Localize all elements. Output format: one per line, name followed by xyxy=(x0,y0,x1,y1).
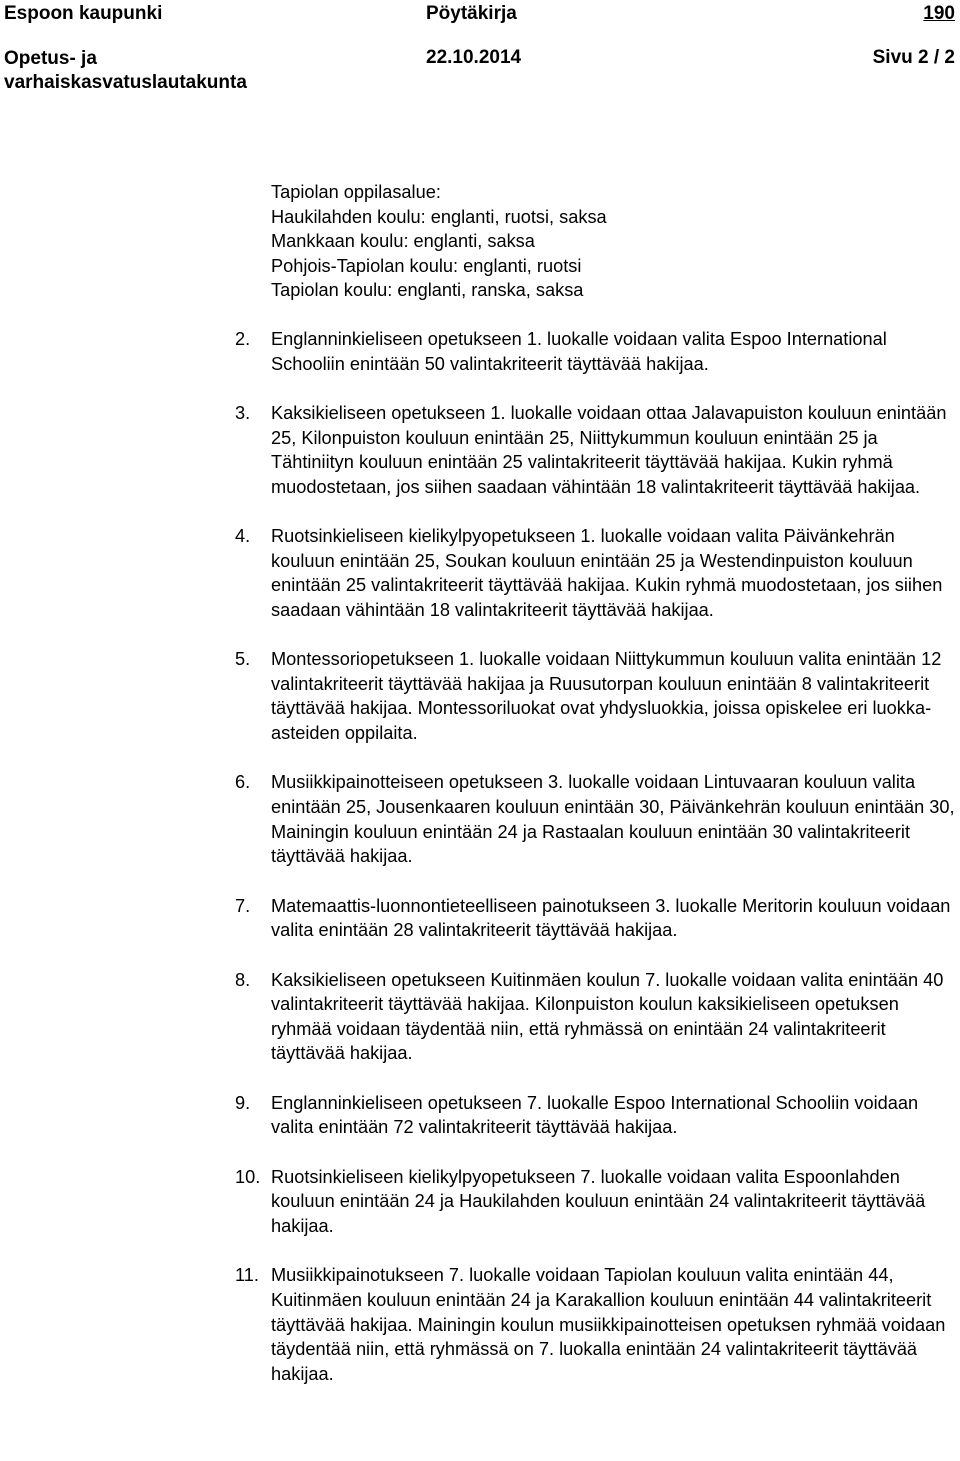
item-text: Ruotsinkieliseen kielikylpyopetukseen 7. luokalle voidaan valita Espoonlahden kouluun enintään 24 ja Haukilahden kouluun enintään 24 valintakriteerit täyttävää hakijaa. xyxy=(271,1166,926,1236)
item-number: 3. xyxy=(235,402,251,423)
intro-line: Tapiolan oppilasalue: xyxy=(271,182,441,202)
list-item xyxy=(235,1165,960,1239)
intro-line: Pohjois-Tapiolan koulu: englanti, ruotsi xyxy=(271,255,582,276)
item-number: 4. xyxy=(235,526,251,547)
item-text: Matemaattis-luonnontieteelliseen painotukseen 3. luokalle Meritorin kouluun voidaan valita enintään 28 valintakriteerit täyttävää hakijaa. xyxy=(271,895,951,941)
document-header xyxy=(0,0,960,93)
item-number: 6. xyxy=(235,772,251,793)
item-number: 8. xyxy=(235,969,251,990)
item-text: Englanninkieliseen opetukseen 1. luokalle voidaan valita Espoo International Schooliin enintään 50 valintakriteerit täyttävää hakijaa. xyxy=(271,328,887,374)
intro-line: Mankkaan koulu: englanti, saksa xyxy=(271,231,535,252)
list-item xyxy=(235,770,960,868)
list-item xyxy=(235,894,960,943)
item-number: 5. xyxy=(235,649,251,670)
item-number: 7. xyxy=(235,895,251,916)
item-text: Englanninkieliseen opetukseen 7. luokalle Espoo International Schooliin voidaan valita enintään 72 valintakriteerit täyttävää hakijaa. xyxy=(271,1092,919,1138)
list-item xyxy=(235,327,960,376)
organization-name: Espoon kaupunki xyxy=(4,3,163,24)
item-text: Musiikkipainotukseen 7. luokalle voidaan Tapiolan kouluun valita enintään 44, Kuitinmäen kouluun enintään 24 ja Karakallion kouluun enintään 44 valintakriteerit täyttävää hakijaa. Mainingin koulun musiikkipainotteisen opetuksen ryhmää voidaan täydentää niin, että ryhmässä on 7. luokalla enintään 24 valintakriteerit täyttävää hakijaa. xyxy=(271,1265,946,1384)
item-number: 9. xyxy=(235,1092,251,1113)
item-text: Montessoriopetukseen 1. luokalle voidaan Niittykummun kouluun valita enintään 12 valintakriteerit täyttävää hakijaa ja Ruusutorpan kouluun enintään 8 valintakriteerit täyttävää hakijaa. Montessoriluokat ovat yhdysluokkia, joissa opiskelee eri luokka-asteiden oppilaita. xyxy=(271,649,942,744)
list-item xyxy=(235,968,960,1066)
intro-line: Tapiolan koulu: englanti, ranska, saksa xyxy=(271,280,584,301)
item-number: 10. xyxy=(235,1166,261,1187)
item-text: Kaksikieliseen opetukseen Kuitinmäen koulun 7. luokalle voidaan valita enintään 40 valintakriteerit täyttävää hakijaa. Kilonpuiston koulun kaksikieliseen opetuksen ryhmää voidaan täydentää niin, että ryhmässä on enintään 24 valintakriteerit täyttävää hakijaa. xyxy=(271,969,944,1064)
item-number: 11. xyxy=(235,1265,259,1286)
list-item xyxy=(235,647,960,745)
meeting-date: 22.10.2014 xyxy=(426,47,522,68)
item-text: Ruotsinkieliseen kielikylpyopetukseen 1. luokalle voidaan valita Päivänkehrän kouluun enintään 25, Soukan kouluun enintään 25 ja Westendinpuiston kouluun enintään 25 valintakriteerit täyttävää hakijaa. Kukin ryhmä muodostetaan, jos siihen saadaan vähintään 18 valintakriteerit täyttävää hakijaa. xyxy=(271,526,943,620)
document-body xyxy=(0,180,960,1411)
item-text: Musiikkipainotteiseen opetukseen 3. luokalle voidaan Lintuvaaran kouluun valita enintään 25, Jousenkaaren kouluun enintään 30, Päivänkehrän kouluun enintään 30, Mainingin kouluun enintään 24 ja Rastaalan kouluun enintään 30 valintakriteerit täyttävää hakijaa. xyxy=(271,772,955,867)
board-name: Opetus- ja varhaiskasvatuslautakunta xyxy=(4,48,247,93)
list-item xyxy=(235,1091,960,1140)
list-item xyxy=(235,524,960,622)
list-item xyxy=(235,1263,960,1386)
item-number: 2. xyxy=(235,328,251,349)
list-item xyxy=(235,401,960,499)
school-district-list xyxy=(271,180,960,303)
document-number: 190 xyxy=(923,3,955,24)
page-number: Sivu 2 / 2 xyxy=(872,47,955,68)
item-text: Kaksikieliseen opetukseen 1. luokalle voidaan ottaa Jalavapuiston kouluun enintään 25, Kilonpuiston kouluun enintään 25, Niittykummun kouluun enintään 25 ja Tähtiniityn kouluun enintään 25 valintakriteerit täyttävää hakijaa. Kukin ryhmä muodostetaan, jos siihen saadaan vähintään 18 valintakriteerit täyttävää hakijaa. xyxy=(271,402,947,497)
document-type: Pöytäkirja xyxy=(426,3,517,24)
intro-line: Haukilahden koulu: englanti, ruotsi, saksa xyxy=(271,206,607,227)
